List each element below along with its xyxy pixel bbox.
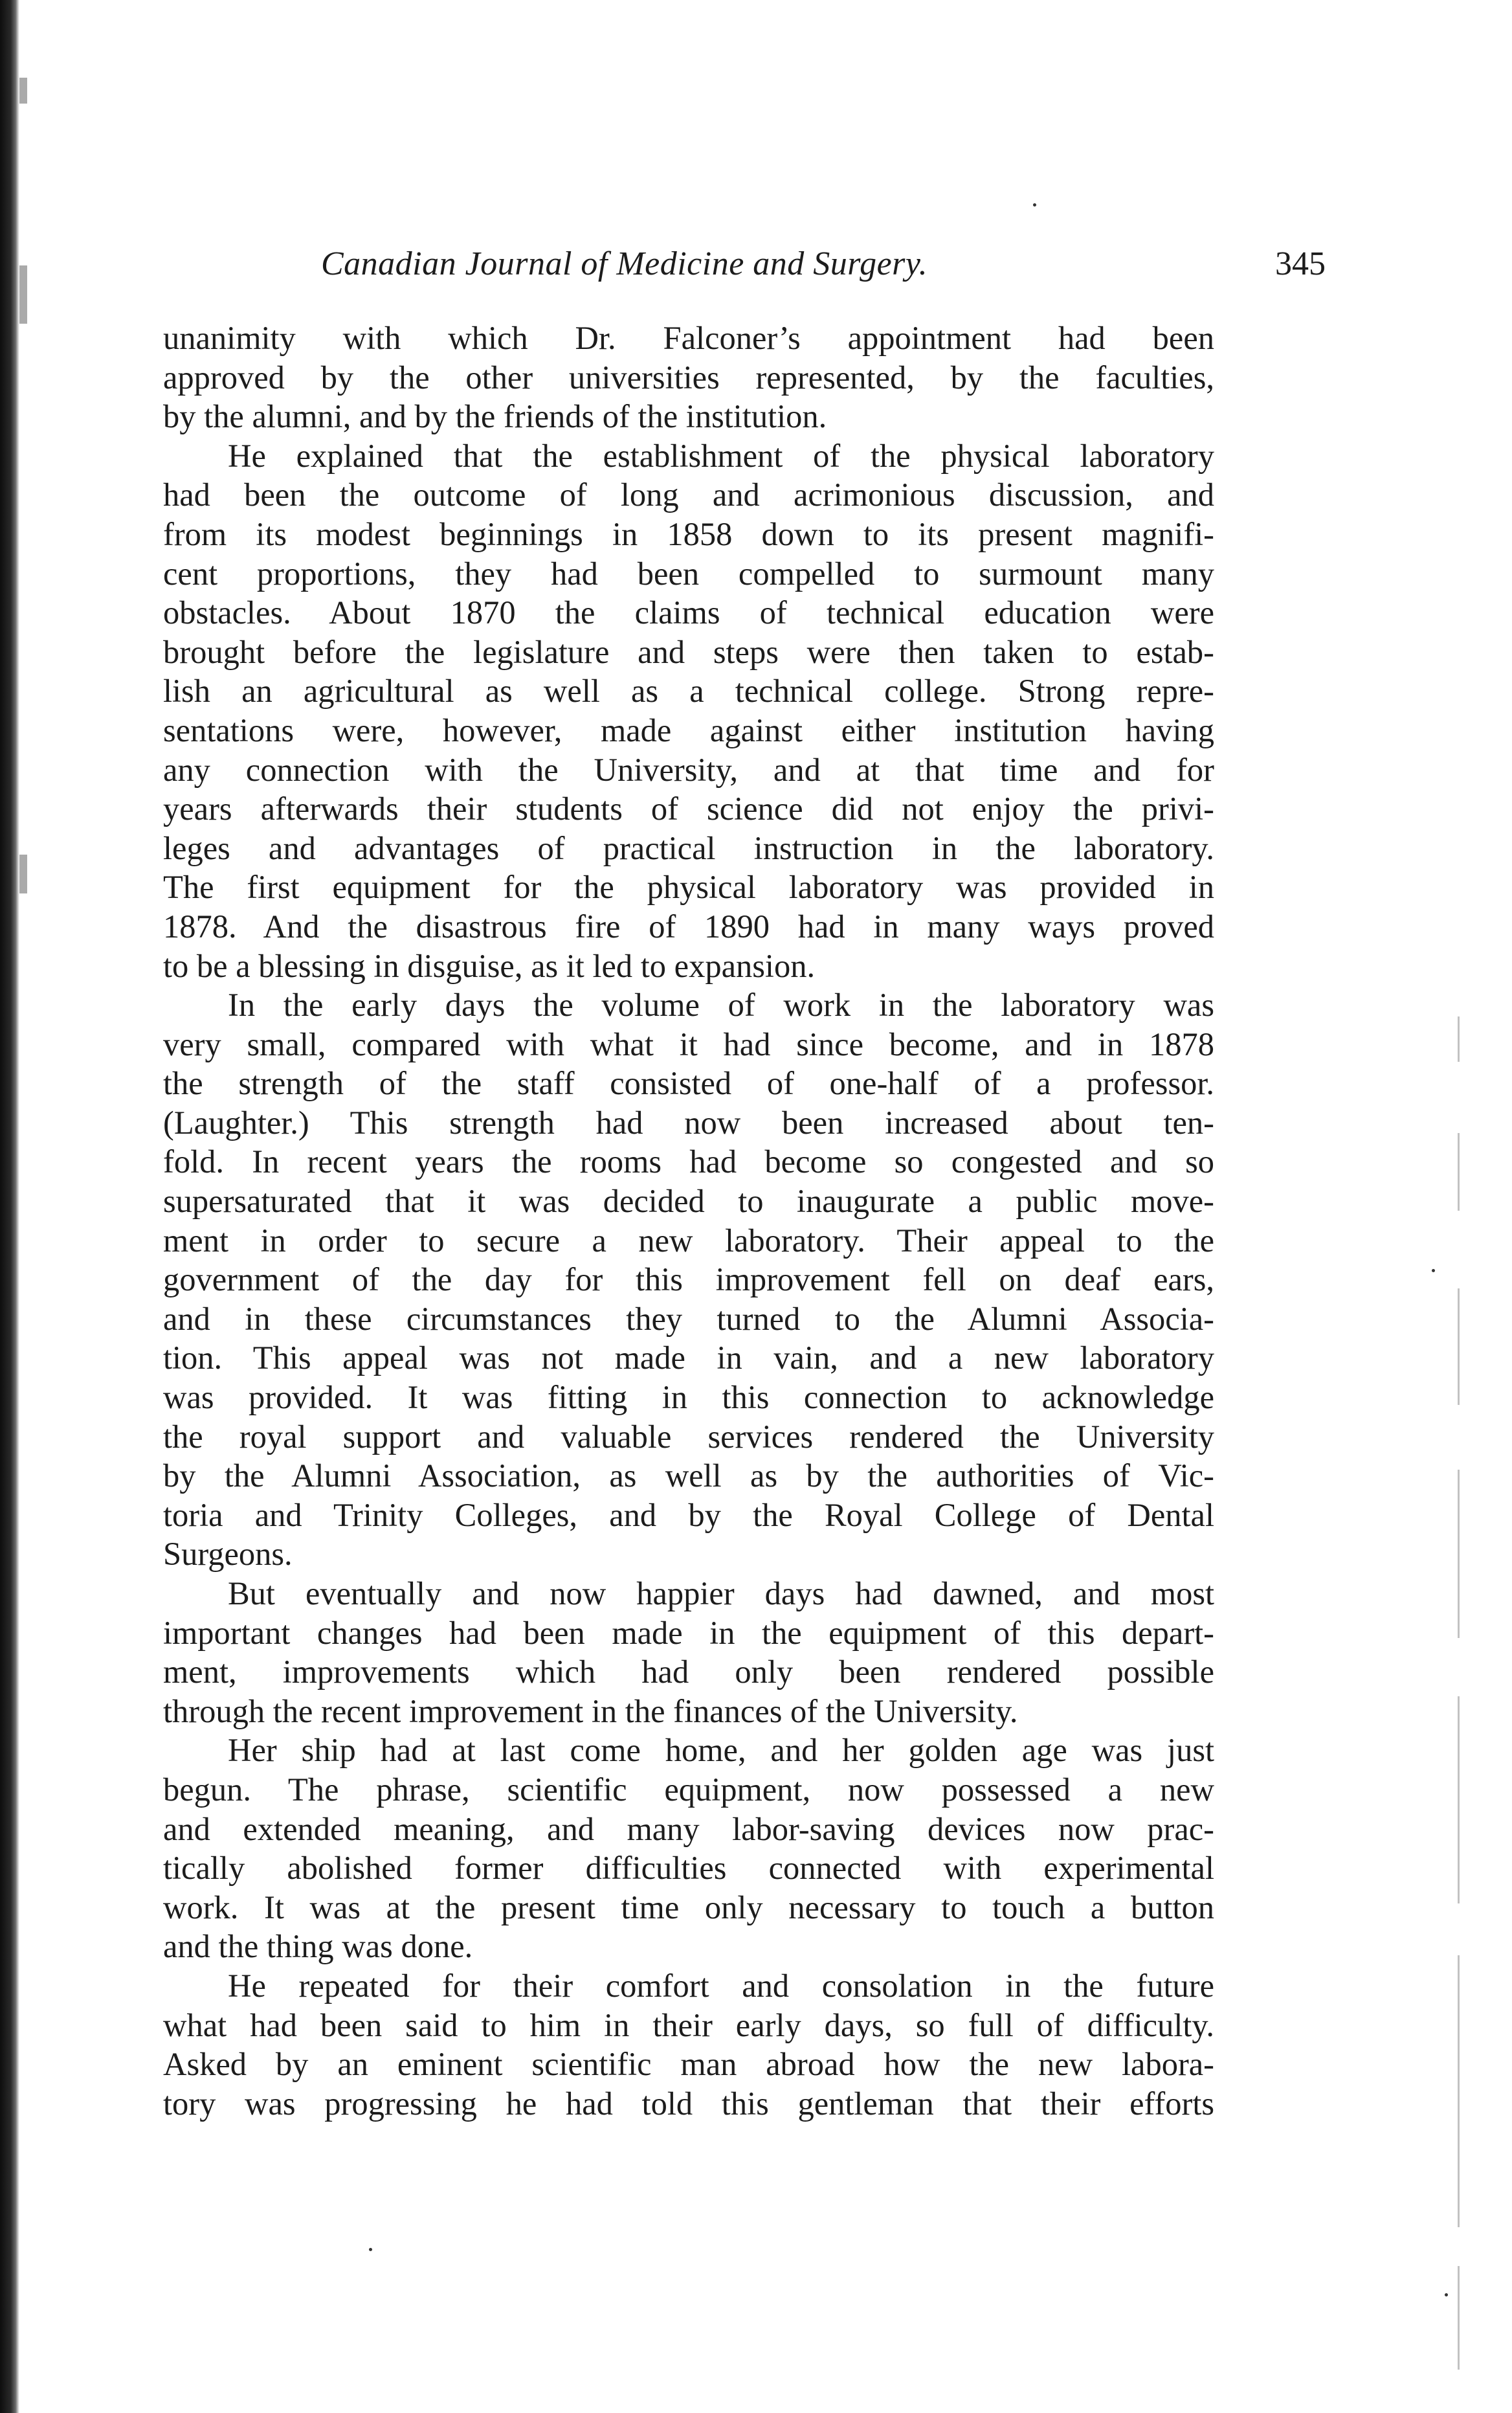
text-line: tory was progressing he had told this gentleman that their efforts (163, 2085, 1214, 2122)
scan-speck (19, 855, 27, 893)
text-line: important changes had been made in the equipment of this depart- (163, 1614, 1214, 1651)
text-line: work. It was at the present time only necessary to touch a button (163, 1889, 1214, 1925)
page-header (321, 245, 1337, 303)
text-line: and in these circumstances they turned to the Alumni Associa- (163, 1300, 1214, 1337)
text-line: very small, compared with what it had since become, and in 1878 (163, 1026, 1214, 1062)
text-line: lish an agricultural as well as a technical college. Strong repre- (163, 673, 1214, 710)
text-line: tion. This appeal was not made in vain, and a new laboratory (163, 1340, 1214, 1376)
text-line: by the Alumni Association, as well as by the authorities of Vic- (163, 1457, 1214, 1494)
text-line: approved by the other universities represented, by the faculties, (163, 359, 1214, 396)
article-body (163, 319, 1214, 2123)
text-line: toria and Trinity Colleges, and by the Royal College of Dental (163, 1496, 1214, 1533)
scan-dot (369, 2248, 372, 2251)
paragraph (163, 436, 1214, 985)
text-line: 1878. And the disastrous fire of 1890 had in many ways proved (163, 908, 1214, 945)
text-line: leges and advantages of practical instruction in the laboratory. (163, 829, 1214, 866)
scan-speck (19, 265, 27, 324)
text-line: cent proportions, they had been compelled to surmount many (163, 555, 1214, 592)
scan-dot (1445, 2293, 1448, 2296)
text-line: the strength of the staff consisted of one-half of a professor. (163, 1065, 1214, 1102)
text-line: and extended meaning, and many labor-saving devices now prac- (163, 1810, 1214, 1847)
scan-dot (1432, 1269, 1435, 1272)
text-line: through the recent improvement in the finances of the University. (163, 1692, 1018, 1729)
text-line: Surgeons. (163, 1536, 293, 1573)
paragraph (163, 1966, 1214, 2123)
text-line: what had been said to him in their early days, so full of difficulty. (163, 2006, 1214, 2043)
paragraph (163, 1731, 1214, 1966)
text-line: begun. The phrase, scientific equipment, now possessed a new (163, 1771, 1214, 1808)
paragraph (163, 985, 1214, 1574)
text-line: ment in order to secure a new laboratory. Their appeal to the (163, 1222, 1214, 1259)
text-line: sentations were, however, made against either institution having (163, 712, 1214, 748)
text-line: (Laughter.) This strength had now been increased about ten- (163, 1104, 1214, 1141)
text-line: tically abolished former difficulties connected with experimental (163, 1850, 1214, 1887)
text-line: The first equipment for the physical laboratory was provided in (163, 869, 1214, 906)
text-line: He explained that the establishment of the physical laboratory (228, 437, 1214, 474)
text-line: In the early days the volume of work in the laboratory was (228, 987, 1214, 1024)
text-line: from its modest beginnings in 1858 down to its present magnifi- (163, 515, 1214, 552)
text-line: fold. In recent years the rooms had become so congested and so (163, 1143, 1214, 1180)
text-line: was provided. It was fitting in this connection to acknowledge (163, 1379, 1214, 1416)
page-number: 345 (1275, 245, 1326, 282)
text-line: any connection with the University, and at that time and for (163, 751, 1214, 788)
text-line: ment, improvements which had only been rendered possible (163, 1654, 1214, 1690)
scan-margin-marks (1452, 1016, 1478, 2376)
paragraph (163, 1574, 1214, 1731)
text-line: supersaturated that it was decided to inaugurate a public move- (163, 1183, 1214, 1220)
text-line: brought before the legislature and steps were then taken to estab- (163, 633, 1214, 670)
text-line: But eventually and now happier days had dawned, and most (228, 1575, 1214, 1611)
paragraph (163, 319, 1214, 436)
text-line: unanimity with which Dr. Falconer’s appointment had been (163, 320, 1214, 356)
text-line: by the alumni, and by the friends of the institution. (163, 398, 827, 435)
text-line: He repeated for their comfort and consolation in the future (228, 1967, 1214, 2004)
text-line: to be a blessing in disguise, as it led to expansion. (163, 947, 816, 984)
text-line: obstacles. About 1870 the claims of technical education were (163, 594, 1214, 631)
text-line: the royal support and valuable services rendered the University (163, 1418, 1214, 1455)
text-line: and the thing was done. (163, 1928, 473, 1965)
text-line: Her ship had at last come home, and her golden age was just (228, 1732, 1214, 1769)
scanned-binding-edge (0, 0, 19, 2413)
text-line: years afterwards their students of science did not enjoy the privi- (163, 791, 1214, 827)
running-title: Canadian Journal of Medicine and Surgery. (321, 245, 928, 282)
text-line: government of the day for this improvement fell on deaf ears, (163, 1261, 1214, 1298)
text-line: had been the outcome of long and acrimonious discussion, and (163, 477, 1214, 513)
text-line: Asked by an eminent scientific man abroad how the new labora- (163, 2046, 1214, 2083)
scan-dot (1033, 203, 1036, 207)
scan-speck (19, 78, 27, 104)
